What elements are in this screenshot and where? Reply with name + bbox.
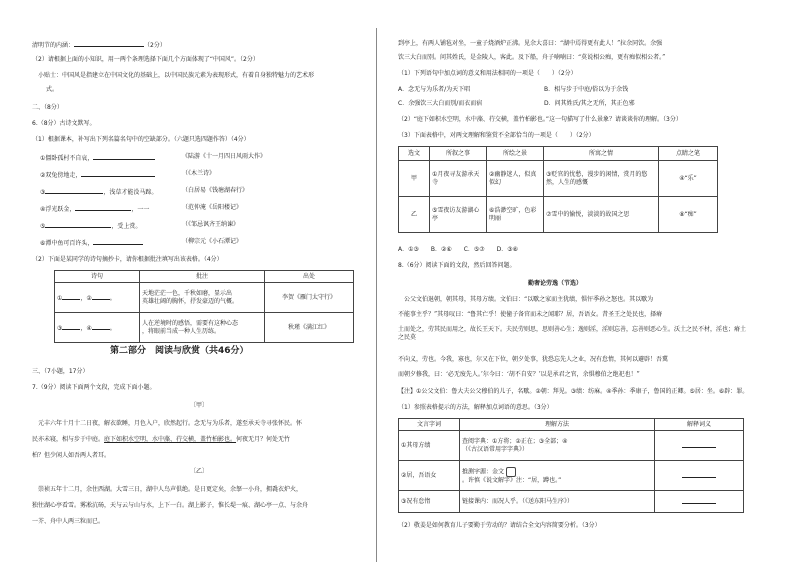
table-cell: ③贬官的忧愁，漫步的闲情，赏月的悠然，人生的感慨 <box>544 161 659 197</box>
option-a[interactable]: A．念无与为乐者/为天下唱 <box>398 86 471 93</box>
answer-blank[interactable] <box>92 293 110 300</box>
section-heading: 三、（7小题，17分） <box>32 368 89 375</box>
poem-source: （白居易《钱塘湖春行》 <box>182 187 249 194</box>
table-header: 出处 <box>265 271 354 283</box>
table-cell: 李贺《雁门太守行》 <box>265 283 354 313</box>
question-line: （1）下列语句中加点词的意义和用法相同的一项是（ ）（2分） <box>398 70 577 77</box>
table-header: 诗句 <box>55 271 140 283</box>
option-b[interactable]: B．相与步于中庭/俗以为于余钱 <box>544 86 629 93</box>
answer-blank[interactable] <box>62 323 80 330</box>
table-cell: 链接课内：而况人乎。（《送东阳马生序》） <box>460 491 655 513</box>
bronze-script-glyph <box>506 467 516 477</box>
table-header: 所叙之事 <box>430 147 487 161</box>
answer-blank[interactable] <box>74 40 144 47</box>
poem-line: ⑤ ，受上赏。 <box>40 223 142 230</box>
left-column <box>32 34 362 562</box>
poem-line: ①僵卧孤村不自哀， <box>40 153 155 163</box>
table-row <box>399 431 744 461</box>
question-line: （2）下面是某同学的诗句摘抄卡，请你根据批注填写出该表格。（4分） <box>32 256 223 263</box>
passage-line: 土而处之，劳其民而用之，故长王天下。夫民劳则思，思则善心生；逸则淫，淫则忘善，忘善则恶心生。沃土之民不材，淫也；瘠土之民莫 <box>398 326 747 341</box>
question-line: （1）根据课本，补写出下列名篇名句中的空缺部分。（六题只选四题作答）（4分） <box>32 136 250 143</box>
answer-blank[interactable] <box>45 221 111 228</box>
table-cell: ①其母方绩 <box>399 431 460 461</box>
right-column <box>398 34 748 562</box>
poem-card-table <box>54 270 354 343</box>
question-line: （2）“庭下如积水空明，水中藻、荇交横，盖竹柏影也。”这一句描写了什么景象？请谈谈你的理解。（3分） <box>398 116 682 123</box>
table-header: 解释词义 <box>655 419 744 431</box>
table-header: 文言字词 <box>399 419 460 431</box>
table-cell: 天地茫茫一色，千秋如磨，显示出 英雄壮阔的胸怀，抒发豪迈的气概。 <box>140 283 265 313</box>
table-cell: 秋瑾《满江红》 <box>265 313 354 343</box>
question-title: 8.（6分）阅读下面的文段，然后回答问题。 <box>398 262 516 269</box>
table-cell: ②居，吾语女 <box>399 461 460 491</box>
table-cell: ⑤雪夜访友游湖心亭 <box>430 197 487 233</box>
passage-line: 民亦未寝，相与步于中庭。庭下如积水空明，水中藻、荇交横，盖竹柏影也。何夜无月？何处无竹 <box>32 436 291 443</box>
poem-source: （范仲淹《岳阳楼记》 <box>182 204 243 211</box>
answer-options[interactable]: A．①③ B．②⑥ C．⑤⑦ D．③⑧ <box>398 246 519 253</box>
answer-blank[interactable] <box>45 187 103 194</box>
table-cell: ②幽静迷人，似真似幻 <box>487 161 544 197</box>
poem-source: （《木兰诗》 <box>182 170 216 177</box>
table-header: 点睛之笔 <box>659 147 718 161</box>
answer-blank[interactable] <box>682 471 716 478</box>
column-divider <box>376 28 377 562</box>
passage-label: 〔乙〕 <box>190 468 209 475</box>
passage-line: 不能事主乎？”其母叹曰：“鲁其亡乎！使僮子备官而未之闻耶？居，吾语女。昔圣王之处民也，择瘠 <box>398 311 663 318</box>
poem-line: ②双兔傍地走， <box>40 170 155 180</box>
answer-blank[interactable] <box>682 497 716 504</box>
table-cell: ① ，② 。 <box>55 283 140 313</box>
table-cell: ③ ，④ 。 <box>55 313 140 343</box>
passage-line: 到亭上，有两人铺毡对坐，一童子烧酒炉正沸。见余大喜曰：“湖中焉得更有此人！”拉余同饮。余强 <box>398 40 663 47</box>
table-cell: ③况有怠惰 <box>399 491 460 513</box>
poem-line: ④浮光跃金， ，一一 <box>40 206 150 213</box>
table-header: 选文 <box>399 147 430 161</box>
tip-text: 小贴士：中国风是指建立在中国文化的基础上，以中国民族元素为表现形式，有着自身独特魅力的艺术形 <box>38 72 315 79</box>
table-cell: ⑥浩渺空旷，色彩明丽 <box>487 197 544 233</box>
answer-blank[interactable] <box>92 323 110 330</box>
tip-text: 式。 <box>46 86 59 93</box>
table-cell: 查阅字典：①方将；②正在；③全部；④ （《古汉语常用字字典》） <box>460 431 655 461</box>
passage-line: 不向义，劳也。今我，寡也，尔又在下位，朝夕处事，犹恐忘先人之业，况有怠惰，其何以避辟！吾冀 <box>398 356 669 363</box>
word-meaning-table <box>398 418 744 513</box>
poem-source: 《陆游《十一月四日风雨大作》 <box>182 153 267 160</box>
section-heading: 二、（8分） <box>32 104 63 111</box>
table-cell: ①月夜寻友游承天寺 <box>430 161 487 197</box>
passage-label: 〔甲〕 <box>190 402 209 409</box>
poem-source: （《邹忌讽齐王纳谏》 <box>182 221 240 228</box>
table-cell: 乙 <box>399 197 430 233</box>
table-cell: ⑦雪中的愉悦，淡淡的故国之思 <box>544 197 659 233</box>
table-cell <box>655 431 744 461</box>
passage-line: 元丰六年十月十二日夜，解衣欲睡，月色入户，欣然起行。念无与为乐者，遂至承天寺寻张怀民。怀 <box>38 420 303 427</box>
option-c[interactable]: C．余强饮三大白而别/而衣而宿 <box>398 100 483 107</box>
answer-blank[interactable] <box>93 153 155 160</box>
question-line: （3）下面表格中，对两文理解和鉴赏不全部恰当的一项是（ ）（2分） <box>398 132 595 139</box>
passage-line: 饮三大白而别。问其姓氏，是金陵人，客此。及下船，舟子喃喃曰：“莫说相公痴，更有痴似相公者。” <box>398 54 666 61</box>
table-row <box>399 197 718 233</box>
table-header: 所寓之情 <box>544 147 659 161</box>
answer-blank[interactable] <box>75 204 131 211</box>
part-heading: 第二部分 阅读与欣赏（共46分） <box>110 346 249 356</box>
table-cell <box>655 491 744 513</box>
passage-line: 而朝夕修我，曰：‘必无废先人。’尔今曰：‘胡不自安？’以是承君之官，余惧穆伯之绝祀也！” <box>398 371 640 378</box>
table-row <box>399 161 718 197</box>
table-cell: 甲 <box>399 161 430 197</box>
table-cell: ④“乐” <box>659 161 718 197</box>
answer-blank[interactable] <box>62 293 80 300</box>
table-row <box>399 491 744 513</box>
question-line: （2）请根据上面的小知识，用一两个条理选择下面几个方面体现了“中国风”。（2分） <box>32 56 259 63</box>
table-header: 所绘之景 <box>487 147 544 161</box>
table-cell <box>655 461 744 491</box>
poem-line: ⑥潭中鱼可百许头， <box>40 238 143 248</box>
question-line: 清明节的内涵： （2分） <box>32 42 166 49</box>
question-line: （2）敬姜是如何教育儿子要勤于劳动的？请结合全文内容简要分析。（3分） <box>398 522 601 529</box>
table-header: 批注 <box>140 271 265 283</box>
table-row <box>55 313 354 343</box>
poem-source: （柳宗元《小石潭记》 <box>182 238 243 245</box>
question-title: 6.（8分）古诗文默写。 <box>32 120 96 127</box>
table-header: 理解方法 <box>460 419 655 431</box>
passage-title: 勤奢论劳逸（节选） <box>528 280 583 287</box>
passage-line: 柏？但少闲人如吾两人者耳。 <box>32 452 111 459</box>
answer-blank[interactable] <box>682 441 716 448</box>
annotation-notes: 【注】①公父文伯：鲁大夫公父穆伯的儿子，名歜。②朝：拜见。③绩：纺麻。④季孙：季康子，鲁国的正卿。⑤居：坐。⑥辟：罪。 <box>398 388 749 395</box>
comparison-table <box>398 146 718 233</box>
passage-line: 公父文伯退朝，朝其母，其母方绩。文伯曰：“以歜之家而主犹绩，惧忓季孙之怒也。其以歜为 <box>404 296 654 303</box>
question-line: （1）参照表格提示的方法，解释加点词语的意思。（3分） <box>398 404 553 411</box>
table-row <box>399 461 744 491</box>
poem-line: ③ ，浅草才能没马蹄。 <box>40 189 158 196</box>
passage-line: 一芥、舟中人两三粒而已。 <box>32 518 105 525</box>
answer-blank[interactable] <box>81 170 155 177</box>
table-cell: ⑧“痴” <box>659 197 718 233</box>
table-cell: 推测字源：金文 。许慎《说文解字》注：“居，蹲也。” <box>460 461 655 491</box>
question-title: 7.（9分）阅读下面两个文段，完成下面小题。 <box>32 384 156 391</box>
passage-line: 崇祯五年十二月，余住西湖。大雪三日，湖中人鸟声俱绝。是日更定矣，余拏一小舟，拥毳衣炉火， <box>38 486 303 493</box>
option-d[interactable]: D．问其姓氏/其之无所，其正色邪 <box>544 100 635 107</box>
table-cell: 人在逆境时的感悟，需要有这种心态 ，将眼前当成一种人生历练。 <box>140 313 265 343</box>
table-row <box>55 283 354 313</box>
passage-line: 独往湖心亭看雪。雾凇沆砀，天与云与山与水，上下一白。湖上影子，惟长堤一痕、湖心亭一点、与余舟 <box>32 502 309 509</box>
answer-blank[interactable] <box>93 238 143 245</box>
